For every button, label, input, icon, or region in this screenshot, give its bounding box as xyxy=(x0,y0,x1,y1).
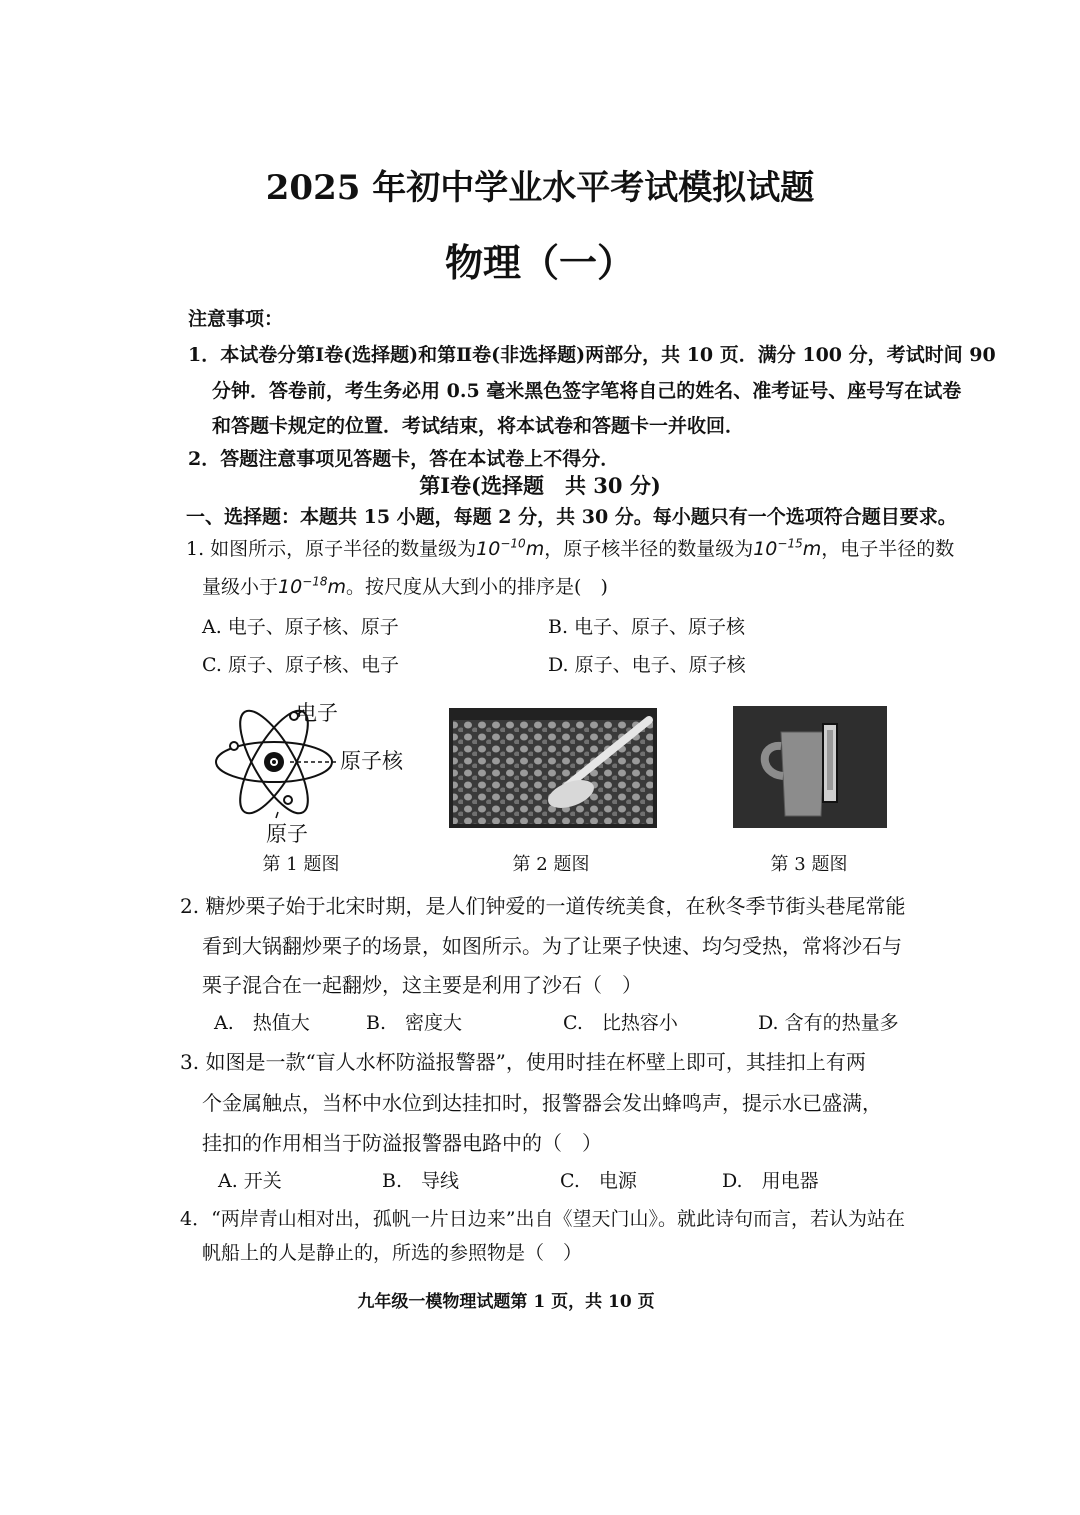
q1-option-a: A. 电子、原子核、原子 xyxy=(202,616,399,638)
q1-option-d: D. 原子、电子、原子核 xyxy=(548,654,746,676)
q2-line-1: 2. 糖炒栗子始于北宋时期，是人们钟爱的一道传统美食，在秋冬季节街头巷尾常能 xyxy=(180,894,906,918)
q1-line-1: 1. 如图所示，原子半径的数量级为$10^{-10}m$，原子核半径的数量级为$10^{-15}m$，电子半径的数 xyxy=(186,536,955,560)
chestnut-wok-photo xyxy=(449,708,657,828)
q1-option-c: C. 原子、原子核、电子 xyxy=(202,654,399,676)
q2-option-d: D. 含有的热量多 xyxy=(758,1012,899,1034)
page-footer: 九年级一模物理试题第 1 页，共 10 页 xyxy=(357,1292,655,1312)
notice-item-2: 2．答题注意事项见答题卡，答在本试卷上不得分． xyxy=(188,448,620,470)
notice-item-1-line-3: 和答题卡规定的位置．考试结束，将本试卷和答题卡一并收回． xyxy=(212,415,745,437)
exam-title: 2025 年初中学业水平考试模拟试题 xyxy=(265,168,815,208)
q3-line-2: 个金属触点，当杯中水位到达挂扣时，报警器会发出蜂鸣声，提示水已盛满， xyxy=(202,1091,882,1115)
q1-line-2: 量级小于$10^{-18}m$。按尺度从大到小的排序是( ) xyxy=(202,574,608,598)
q2-line-3: 栗子混合在一起翻炒，这主要是利用了沙石（ ） xyxy=(202,973,642,997)
figure-1-caption: 第 1 题图 xyxy=(262,854,340,875)
notice-item-1-line-2: 分钟．答卷前，考生务必用 0.5 毫米黑色签字笔将自己的姓名、准考证号、座号写在试卷 xyxy=(212,380,962,402)
subject-title: 物理（一） xyxy=(444,240,635,285)
section-heading: 第Ⅰ卷(选择题 共 30 分) xyxy=(419,473,661,498)
figure-3-caption: 第 3 题图 xyxy=(770,854,848,875)
atom-label-nucleus: 原子核 xyxy=(340,749,403,773)
q3-option-d: D. 用电器 xyxy=(722,1170,819,1192)
notice-heading: 注意事项： xyxy=(188,308,284,330)
q2-option-a: A. 热值大 xyxy=(214,1012,310,1034)
q2-option-c: C. 比热容小 xyxy=(563,1012,678,1034)
electron-dot-bottom xyxy=(284,796,292,804)
q3-option-a: A. 开关 xyxy=(218,1170,282,1192)
q3-option-c: C. 电源 xyxy=(560,1170,637,1192)
cup-alarm-photo xyxy=(733,706,887,828)
q2-option-b: B. 密度大 xyxy=(366,1012,463,1034)
atom-label-electron: 电子 xyxy=(296,701,338,725)
q2-line-2: 看到大锅翻炒栗子的场景，如图所示。为了让栗子快速、均匀受热，常将沙石与 xyxy=(202,934,902,958)
q3-line-3: 挂扣的作用相当于防溢报警器电路中的（ ） xyxy=(202,1131,602,1155)
electron-dot-left xyxy=(230,742,238,750)
section-instruction: 一、选择题：本题共 15 小题，每题 2 分，共 30 分。每小题只有一个选项符合题目要求。 xyxy=(186,506,957,528)
q3-option-b: B. 导线 xyxy=(382,1170,460,1192)
q3-line-1: 3. 如图是一款“盲人水杯防溢报警器”，使用时挂在杯壁上即可，其挂扣上有两 xyxy=(180,1050,866,1074)
atom-label-atom: 原子 xyxy=(266,822,308,846)
q4-line-1: 4．“两岸青山相对出，孤帆一片日边来”出自《望天门山》。就此诗句而言，若认为站在 xyxy=(180,1208,906,1230)
cup-body xyxy=(781,732,825,816)
q4-line-2: 帆船上的人是静止的，所选的参照物是（ ） xyxy=(202,1242,583,1264)
notice-item-1-line-1: 1．本试卷分第Ⅰ卷(选择题)和第Ⅱ卷(非选择题)两部分，共 10 页．满分 100 分，考试时间 90 xyxy=(188,344,996,366)
q1-option-b: B. 电子、原子、原子核 xyxy=(548,616,746,638)
figure-2-caption: 第 2 题图 xyxy=(512,854,590,875)
